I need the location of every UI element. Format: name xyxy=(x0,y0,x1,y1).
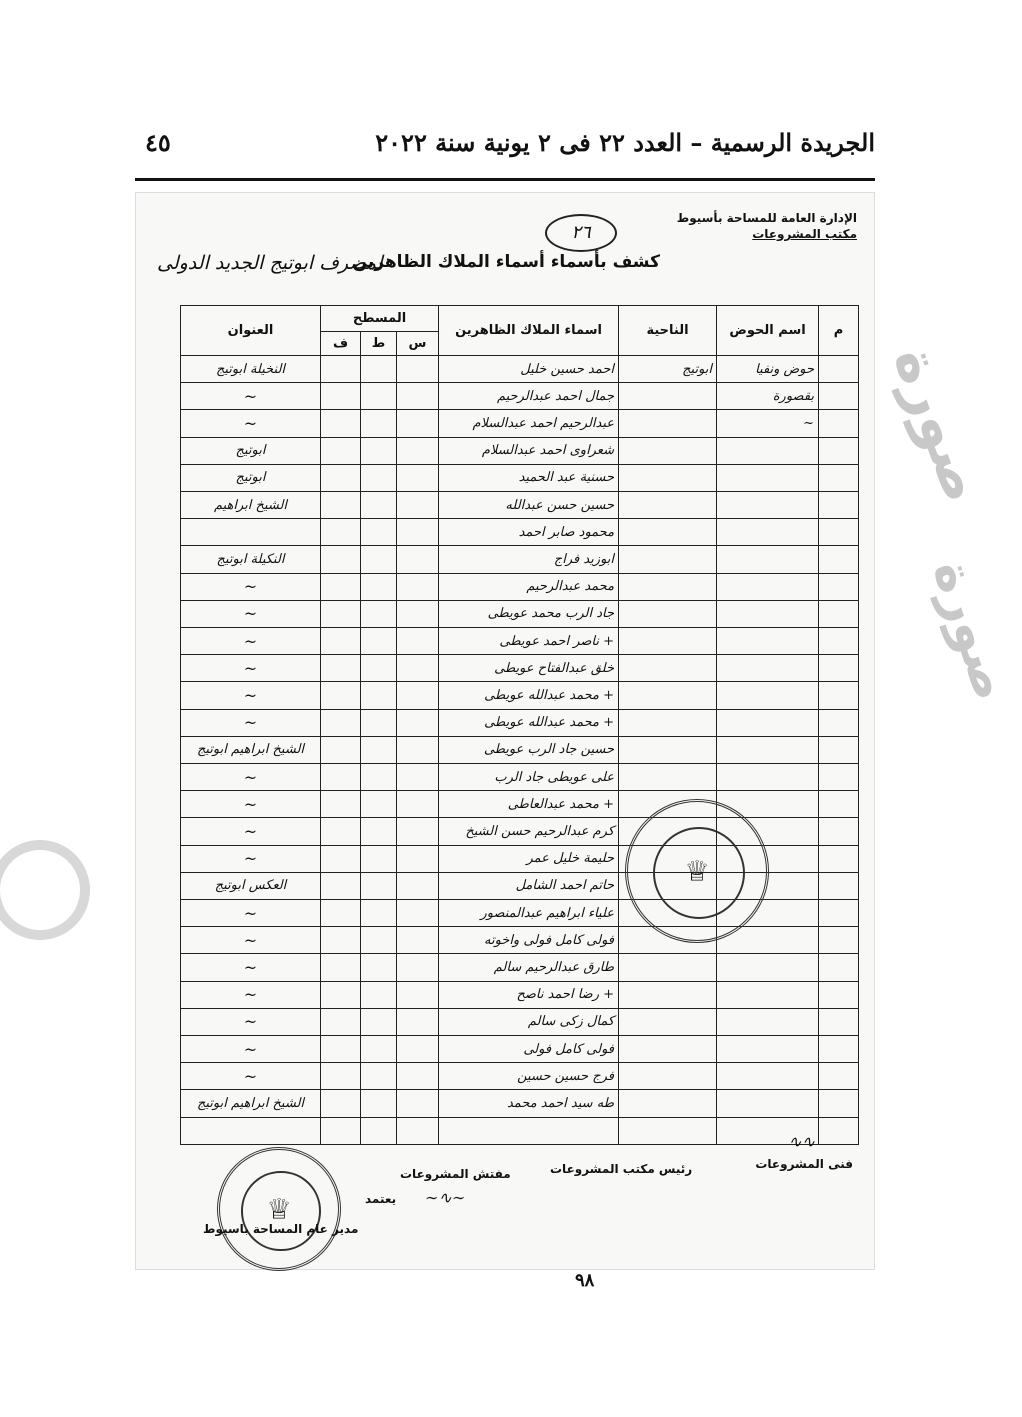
cell-district xyxy=(619,1117,717,1144)
cell-s xyxy=(397,655,439,682)
cell-s xyxy=(397,764,439,791)
cell-t xyxy=(361,954,397,981)
cell-t xyxy=(361,845,397,872)
table-row xyxy=(181,464,859,491)
cell-owner: حليمة خليل عمر xyxy=(439,845,619,872)
cell-address: ابوتيج xyxy=(181,437,321,464)
cell-address: ~ xyxy=(181,764,321,791)
cell-basin xyxy=(717,1036,819,1063)
col-header-area-s: س xyxy=(397,332,439,356)
cell-s xyxy=(397,492,439,519)
cell-t xyxy=(361,736,397,763)
cell-owner: عبدالرحيم احمد عبدالسلام xyxy=(439,410,619,437)
cell-f xyxy=(321,736,361,763)
cell-f xyxy=(321,546,361,573)
cell-t xyxy=(361,1117,397,1144)
cell-owner: حسين حسن عبدالله xyxy=(439,492,619,519)
cell-address: ~ xyxy=(181,682,321,709)
cell-f xyxy=(321,764,361,791)
cell-s xyxy=(397,437,439,464)
cell-s xyxy=(397,954,439,981)
cell-district xyxy=(619,736,717,763)
cell-owner: محمود صابر احمد xyxy=(439,519,619,546)
cell-num xyxy=(819,546,859,573)
cell-t xyxy=(361,655,397,682)
cell-t xyxy=(361,410,397,437)
table-row xyxy=(181,1090,859,1117)
cell-s xyxy=(397,981,439,1008)
cell-owner: + محمد عبدالله عويطى xyxy=(439,682,619,709)
cell-address: ~ xyxy=(181,1063,321,1090)
cell-s xyxy=(397,682,439,709)
cell-address: ابوتيج xyxy=(181,464,321,491)
cell-basin xyxy=(717,682,819,709)
cell-f xyxy=(321,437,361,464)
table-row xyxy=(181,682,859,709)
cell-f xyxy=(321,845,361,872)
table-row xyxy=(181,573,859,600)
cell-district xyxy=(619,954,717,981)
cell-address: ~ xyxy=(181,709,321,736)
cell-owner: طه سيد احمد محمد xyxy=(439,1090,619,1117)
cell-address: النخيلة ابوتيج xyxy=(181,356,321,383)
cell-s xyxy=(397,1063,439,1090)
cell-f xyxy=(321,383,361,410)
cell-f xyxy=(321,1090,361,1117)
cell-owner: + محمد عبدالعاطى xyxy=(439,791,619,818)
cell-f xyxy=(321,573,361,600)
cell-basin xyxy=(717,1063,819,1090)
cell-district: ابوتيج xyxy=(619,356,717,383)
cell-district xyxy=(619,410,717,437)
cell-s xyxy=(397,709,439,736)
cell-f xyxy=(321,1008,361,1035)
cell-address: ~ xyxy=(181,1008,321,1035)
cell-basin: ~ xyxy=(717,410,819,437)
page-header xyxy=(135,122,875,172)
cell-t xyxy=(361,709,397,736)
circled-number: ٢٦ xyxy=(545,214,617,252)
cell-num xyxy=(819,872,859,899)
cell-f xyxy=(321,1063,361,1090)
cell-owner: فولى كامل فولى واخوته xyxy=(439,927,619,954)
cell-owner: + ناصر احمد عويطى xyxy=(439,628,619,655)
cell-num xyxy=(819,356,859,383)
cell-basin xyxy=(717,628,819,655)
cell-f xyxy=(321,600,361,627)
cell-num xyxy=(819,981,859,1008)
cell-district xyxy=(619,981,717,1008)
cell-t xyxy=(361,981,397,1008)
cell-address: ~ xyxy=(181,600,321,627)
cell-owner: طارق عبدالرحيم سالم xyxy=(439,954,619,981)
cell-address: ~ xyxy=(181,628,321,655)
cell-address: ~ xyxy=(181,791,321,818)
cell-t xyxy=(361,356,397,383)
cell-basin xyxy=(717,464,819,491)
cell-f xyxy=(321,981,361,1008)
cell-f xyxy=(321,872,361,899)
cell-s xyxy=(397,1117,439,1144)
table-row xyxy=(181,519,859,546)
cell-basin xyxy=(717,981,819,1008)
gazette-title: الجريدة الرسمية – العدد ٢٢ فى ٢ يونية سنة ٢٠٢٢ xyxy=(375,128,875,157)
cell-owner: ابوزيد فراج xyxy=(439,546,619,573)
cell-s xyxy=(397,383,439,410)
cell-num xyxy=(819,1036,859,1063)
cell-district xyxy=(619,628,717,655)
cell-owner: جمال احمد عبدالرحيم xyxy=(439,383,619,410)
cell-district xyxy=(619,546,717,573)
cell-basin xyxy=(717,546,819,573)
cell-num xyxy=(819,1090,859,1117)
cell-t xyxy=(361,1063,397,1090)
cell-f xyxy=(321,1117,361,1144)
cell-num xyxy=(819,383,859,410)
cell-num xyxy=(819,464,859,491)
cell-basin xyxy=(717,492,819,519)
cell-t xyxy=(361,872,397,899)
cell-f xyxy=(321,818,361,845)
cell-owner: فولى كامل فولى xyxy=(439,1036,619,1063)
col-header-address: العنوان xyxy=(181,306,321,356)
office-name: مكتب المشروعات xyxy=(752,227,857,241)
cell-t xyxy=(361,628,397,655)
cell-address: ~ xyxy=(181,981,321,1008)
scanned-document xyxy=(135,192,875,1291)
cell-basin xyxy=(717,1008,819,1035)
cell-f xyxy=(321,655,361,682)
cell-t xyxy=(361,600,397,627)
cell-address: الشيخ ابراهيم xyxy=(181,492,321,519)
cell-f xyxy=(321,464,361,491)
footer-number: ٩٨ xyxy=(575,1270,595,1291)
document-title-handwritten: لمصرف ابوتيج الجديد الدولى xyxy=(157,252,383,274)
table-row xyxy=(181,492,859,519)
director-seal xyxy=(217,1147,341,1271)
cell-s xyxy=(397,356,439,383)
cell-address: ~ xyxy=(181,927,321,954)
cell-t xyxy=(361,464,397,491)
cell-f xyxy=(321,900,361,927)
cell-owner: خلق عبدالفتاح عويطى xyxy=(439,655,619,682)
cell-address: ~ xyxy=(181,573,321,600)
cell-owner: شعراوى احمد عبدالسلام xyxy=(439,437,619,464)
cell-address: ~ xyxy=(181,954,321,981)
cell-num xyxy=(819,764,859,791)
cell-s xyxy=(397,573,439,600)
cell-t xyxy=(361,900,397,927)
cell-owner: احمد حسين خليل xyxy=(439,356,619,383)
owners-table xyxy=(180,305,859,1145)
cell-num xyxy=(819,573,859,600)
watermark-text: صورة xyxy=(880,337,1000,511)
table-row xyxy=(181,546,859,573)
cell-f xyxy=(321,927,361,954)
cell-owner: + رضا احمد ناصح xyxy=(439,981,619,1008)
cell-basin xyxy=(717,736,819,763)
cell-district xyxy=(619,464,717,491)
cell-num xyxy=(819,682,859,709)
table-row xyxy=(181,437,859,464)
cell-s xyxy=(397,464,439,491)
cell-t xyxy=(361,818,397,845)
cell-owner xyxy=(439,1117,619,1144)
department-name: الإدارة العامة للمساحة بأسيوط xyxy=(676,211,857,225)
table-row xyxy=(181,1008,859,1035)
cell-s xyxy=(397,736,439,763)
cell-basin: بقصورة xyxy=(717,383,819,410)
cell-t xyxy=(361,519,397,546)
cell-num xyxy=(819,791,859,818)
table-row xyxy=(181,383,859,410)
cell-district xyxy=(619,519,717,546)
cell-t xyxy=(361,927,397,954)
cell-address: ~ xyxy=(181,900,321,927)
cell-num xyxy=(819,1008,859,1035)
official-seal xyxy=(625,799,769,943)
technician-signature-scrawl: ∿∿ xyxy=(788,1132,815,1151)
office-head-signature-label: رئيس مكتب المشروعات xyxy=(550,1162,693,1176)
cell-num xyxy=(819,818,859,845)
cell-f xyxy=(321,709,361,736)
department-block xyxy=(677,210,857,242)
cell-num xyxy=(819,845,859,872)
cell-basin xyxy=(717,600,819,627)
cell-num xyxy=(819,655,859,682)
cell-address: الشيخ ابراهيم ابوتيج xyxy=(181,736,321,763)
cell-t xyxy=(361,573,397,600)
cell-s xyxy=(397,1036,439,1063)
cell-owner: كمال زكى سالم xyxy=(439,1008,619,1035)
document-title: كشف بأسماء أسماء الملاك الظاهرين xyxy=(352,252,660,272)
cell-num xyxy=(819,709,859,736)
technician-signature-label: فنى المشروعات xyxy=(755,1157,853,1171)
col-header-area-f: ف xyxy=(321,332,361,356)
watermark-text: صورة xyxy=(921,552,1022,708)
cell-owner: حسين جاد الرب عويطى xyxy=(439,736,619,763)
cell-t xyxy=(361,682,397,709)
col-header-num: م xyxy=(819,306,859,356)
cell-t xyxy=(361,546,397,573)
cell-f xyxy=(321,954,361,981)
cell-t xyxy=(361,1090,397,1117)
col-header-area-t: ط xyxy=(361,332,397,356)
cell-address: النكيلة ابوتيج xyxy=(181,546,321,573)
cell-f xyxy=(321,628,361,655)
cell-s xyxy=(397,546,439,573)
cell-basin xyxy=(717,519,819,546)
col-header-owners: اسماء الملاك الظاهرين xyxy=(439,306,619,356)
cell-t xyxy=(361,437,397,464)
cell-basin xyxy=(717,437,819,464)
cell-address: ~ xyxy=(181,845,321,872)
cell-s xyxy=(397,818,439,845)
cell-basin xyxy=(717,655,819,682)
eagle-emblem-icon: ♕ xyxy=(266,1192,292,1226)
cell-s xyxy=(397,1090,439,1117)
table-row xyxy=(181,736,859,763)
table-row xyxy=(181,764,859,791)
cell-address: ~ xyxy=(181,1036,321,1063)
cell-f xyxy=(321,791,361,818)
cell-owner: + محمد عبدالله عويطى xyxy=(439,709,619,736)
page-number: ٤٥ xyxy=(145,128,171,157)
cell-basin xyxy=(717,954,819,981)
cell-s xyxy=(397,519,439,546)
owners-table-wrapper xyxy=(180,305,858,1145)
cell-owner: فرج حسين حسين xyxy=(439,1063,619,1090)
table-row xyxy=(181,709,859,736)
approved-label: يعتمد xyxy=(365,1192,397,1206)
cell-address: ~ xyxy=(181,410,321,437)
cell-district xyxy=(619,682,717,709)
cell-num xyxy=(819,1063,859,1090)
cell-owner: على عويطى جاد الرب xyxy=(439,764,619,791)
watermark-ring xyxy=(0,840,90,940)
inspector-signature-label: مفتش المشروعات xyxy=(400,1167,511,1181)
cell-num xyxy=(819,900,859,927)
cell-district xyxy=(619,1063,717,1090)
cell-district xyxy=(619,1090,717,1117)
table-row xyxy=(181,410,859,437)
cell-t xyxy=(361,764,397,791)
table-row xyxy=(181,600,859,627)
cell-district xyxy=(619,1008,717,1035)
inspector-signature-scrawl: ∼∿∼ xyxy=(425,1188,466,1207)
cell-s xyxy=(397,628,439,655)
cell-num xyxy=(819,736,859,763)
cell-s xyxy=(397,1008,439,1035)
table-row xyxy=(181,791,859,818)
cell-owner: علياء ابراهيم عبدالمنصور xyxy=(439,900,619,927)
cell-district xyxy=(619,655,717,682)
header-divider xyxy=(135,178,875,181)
cell-basin xyxy=(717,709,819,736)
cell-basin xyxy=(717,1090,819,1117)
cell-owner: حسنية عبد الحميد xyxy=(439,464,619,491)
cell-basin: حوض ونفيا xyxy=(717,356,819,383)
cell-num xyxy=(819,492,859,519)
cell-address: الشيخ ابراهيم ابوتيج xyxy=(181,1090,321,1117)
table-row xyxy=(181,1063,859,1090)
left-stamp-caption: مدير عام المساحة باسيوط xyxy=(203,1222,359,1236)
cell-district xyxy=(619,383,717,410)
table-row xyxy=(181,1117,859,1144)
cell-s xyxy=(397,410,439,437)
cell-num xyxy=(819,519,859,546)
cell-district xyxy=(619,764,717,791)
cell-num xyxy=(819,954,859,981)
cell-t xyxy=(361,492,397,519)
cell-owner: حاتم احمد الشامل xyxy=(439,872,619,899)
cell-f xyxy=(321,1036,361,1063)
cell-num xyxy=(819,410,859,437)
cell-num xyxy=(819,437,859,464)
cell-f xyxy=(321,356,361,383)
cell-basin xyxy=(717,764,819,791)
cell-s xyxy=(397,845,439,872)
cell-t xyxy=(361,1036,397,1063)
cell-s xyxy=(397,900,439,927)
cell-district xyxy=(619,709,717,736)
cell-district xyxy=(619,492,717,519)
cell-district xyxy=(619,600,717,627)
cell-t xyxy=(361,383,397,410)
cell-s xyxy=(397,872,439,899)
eagle-emblem-icon: ♕ xyxy=(684,854,710,888)
table-row xyxy=(181,356,859,383)
cell-district xyxy=(619,437,717,464)
cell-f xyxy=(321,492,361,519)
table-row xyxy=(181,628,859,655)
cell-district xyxy=(619,1036,717,1063)
cell-t xyxy=(361,791,397,818)
cell-f xyxy=(321,410,361,437)
col-header-district: الناحية xyxy=(619,306,717,356)
cell-s xyxy=(397,927,439,954)
cell-num xyxy=(819,927,859,954)
cell-address: ~ xyxy=(181,818,321,845)
cell-address: ~ xyxy=(181,383,321,410)
table-row xyxy=(181,981,859,1008)
table-row xyxy=(181,1036,859,1063)
table-row xyxy=(181,954,859,981)
cell-district xyxy=(619,573,717,600)
cell-owner: كرم عبدالرحيم حسن الشيخ xyxy=(439,818,619,845)
cell-address xyxy=(181,1117,321,1144)
cell-owner: جاد الرب محمد عويطى xyxy=(439,600,619,627)
cell-t xyxy=(361,1008,397,1035)
table-row xyxy=(181,927,859,954)
cell-f xyxy=(321,682,361,709)
table-row xyxy=(181,655,859,682)
cell-basin xyxy=(717,573,819,600)
cell-num xyxy=(819,1117,859,1144)
cell-s xyxy=(397,600,439,627)
cell-address xyxy=(181,519,321,546)
cell-address: العكس ابوتيج xyxy=(181,872,321,899)
cell-owner: محمد عبدالرحيم xyxy=(439,573,619,600)
col-header-basin: اسم الحوض xyxy=(717,306,819,356)
cell-address: ~ xyxy=(181,655,321,682)
cell-num xyxy=(819,628,859,655)
col-header-area: المسطح xyxy=(321,306,439,332)
cell-s xyxy=(397,791,439,818)
cell-num xyxy=(819,600,859,627)
cell-f xyxy=(321,519,361,546)
owners-table-body xyxy=(181,356,859,1145)
